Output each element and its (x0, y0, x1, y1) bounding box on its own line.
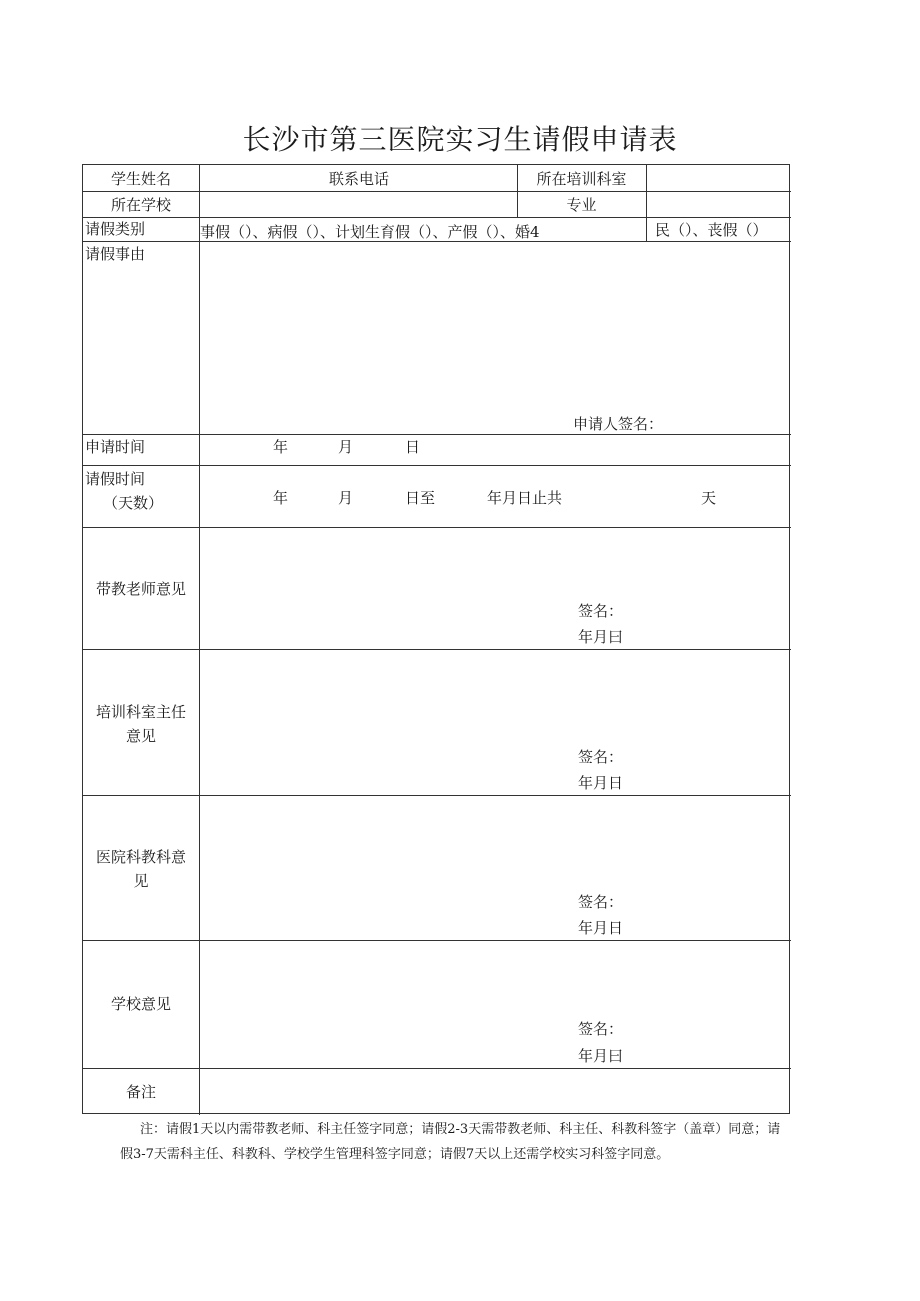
leave-application-form (82, 164, 790, 1114)
school-date-label: 年月曰 (578, 1047, 624, 1065)
apply-year-label: 年 (273, 438, 289, 456)
school-field[interactable] (200, 192, 516, 216)
leave-start-day-to-label: 日至 (405, 489, 436, 507)
school-label: 所在学校 (110, 196, 171, 214)
leave-start-year-label: 年 (273, 489, 289, 507)
director-opinion-label-line2: 意见 (125, 727, 156, 745)
phone-label: 联系电话 (328, 170, 389, 188)
apply-time-label: 申请时间 (85, 438, 146, 456)
leave-type-options[interactable]: 事假（）、病假（）、计划生育假（）、产假（）、婚4 (200, 223, 540, 241)
hospital-opinion-field[interactable] (200, 796, 790, 886)
director-opinion-field[interactable] (200, 650, 790, 740)
leave-time-label: 请假时间 (85, 470, 146, 488)
teacher-opinion-label: 带教老师意见 (95, 580, 186, 598)
applicant-signature-label: 申请人签名： (573, 415, 664, 433)
leave-days-label: （天数） (103, 494, 164, 512)
hospital-date-label: 年月日 (578, 919, 624, 937)
teacher-sign-label: 签名： (578, 602, 624, 620)
hospital-opinion-label: 医院科教科意 (95, 848, 186, 866)
student-name-field[interactable] (200, 166, 340, 190)
leave-start-month-label: 月 (338, 489, 354, 507)
hospital-opinion-label-line2: 见 (133, 872, 149, 890)
leave-total-days-label: 天 (701, 489, 717, 507)
remarks-label: 备注 (125, 1083, 156, 1101)
leave-end-label: 年月日止共 (487, 489, 563, 507)
teacher-opinion-field[interactable] (200, 528, 790, 598)
footnote-text: 注：请假1天以内需带教老师、科主任签字同意；请假2-3天需带教老师、科主任、科教科签字（盖章）同意；请假3-7天需科主任、科教科、学校学生管理科签字同意；请假7天以上还需学校实习科签字同意。 (120, 1122, 781, 1162)
department-field[interactable] (647, 166, 789, 190)
reason-field[interactable] (200, 242, 790, 412)
apply-day-label: 日 (405, 438, 421, 456)
major-label: 专业 (566, 196, 597, 214)
department-label: 所在培训科室 (536, 170, 627, 188)
hospital-sign-label: 签名： (578, 893, 624, 911)
school-sign-label: 签名： (578, 1020, 624, 1038)
apply-month-label: 月 (338, 438, 354, 456)
form-title: 长沙市第三医院实习生请假申请表 (242, 123, 678, 156)
director-sign-label: 签名： (578, 748, 624, 766)
row-divider (83, 434, 791, 435)
school-opinion-label: 学校意见 (110, 995, 171, 1013)
row-divider (83, 217, 791, 218)
leave-type-label: 请假类别 (85, 220, 146, 238)
school-opinion-field[interactable] (200, 941, 790, 1016)
student-name-label: 学生姓名 (110, 170, 171, 188)
director-date-label: 年月日 (578, 774, 624, 792)
remarks-field[interactable] (200, 1069, 790, 1113)
footnote (120, 1117, 790, 1167)
reason-label: 请假事由 (85, 245, 146, 263)
teacher-date-label: 年月曰 (578, 628, 624, 646)
row-divider (83, 465, 791, 466)
leave-type-options-continued[interactable]: 民（）、丧假（） (655, 221, 768, 239)
director-opinion-label: 培训科室主任 (95, 703, 186, 721)
major-field[interactable] (647, 192, 789, 216)
